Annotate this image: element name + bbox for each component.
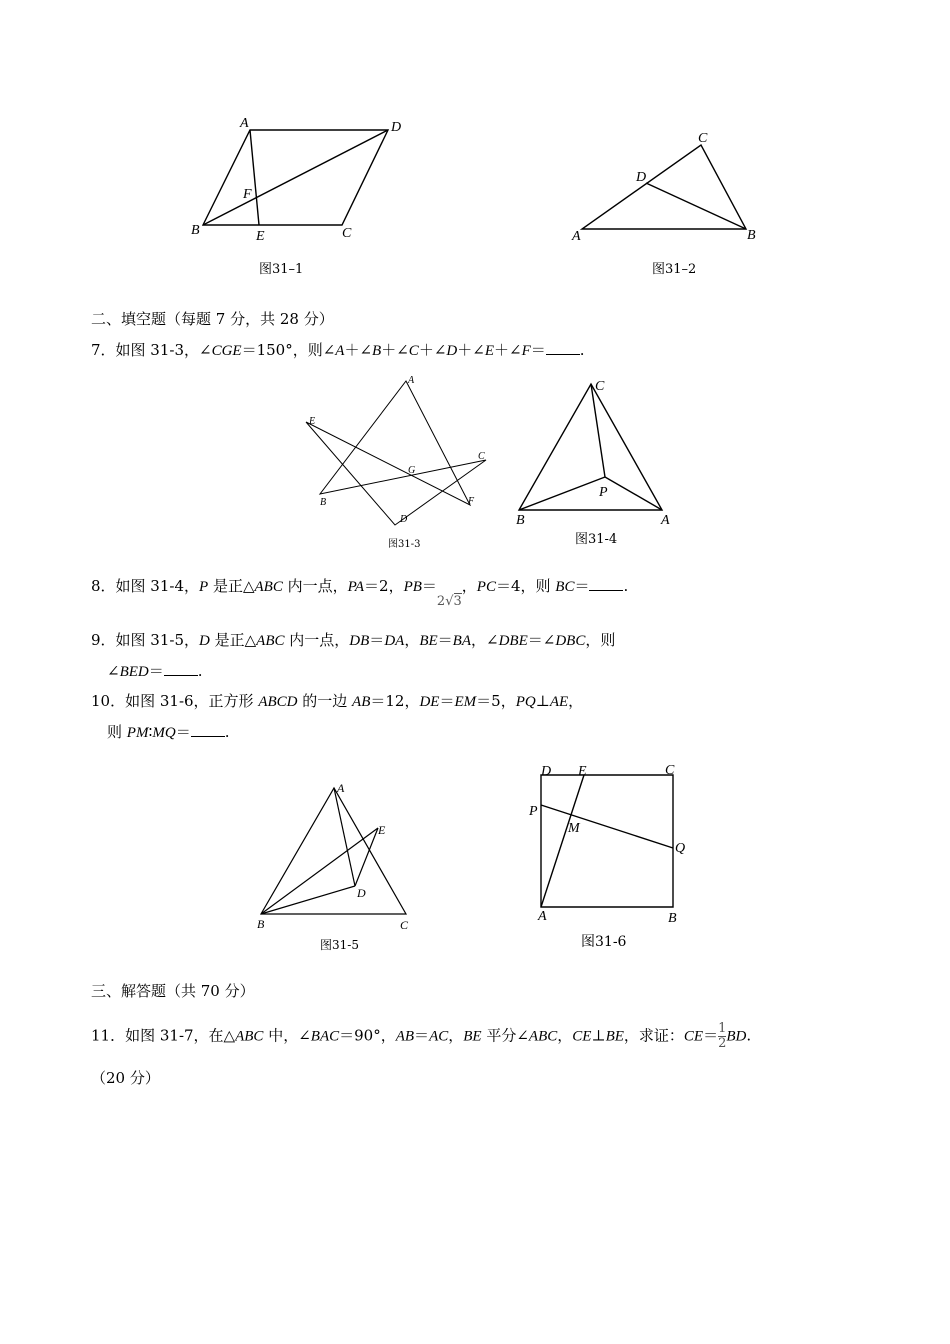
fig31-4-label-a: A (661, 513, 670, 528)
section-2-heading: 二、填空题（每题 7 分，共 28 分） (91, 310, 334, 328)
fig31-1-line-ae (250, 130, 259, 225)
fig31-2-label-d: D (636, 170, 647, 185)
fig31-6-label-q: Q (675, 841, 686, 856)
fig31-4-label-c: C (595, 379, 605, 394)
fig31-6-label-p: P (529, 804, 538, 819)
fig31-3-label-a: A (408, 375, 415, 386)
fig31-2-label-c: C (698, 131, 708, 146)
fig31-2-triangle (582, 145, 746, 229)
fig31-2-label-a: A (572, 229, 581, 244)
fig31-3-label-b: B (320, 497, 327, 508)
fig31-2-label-b: B (747, 228, 756, 243)
fig31-5-label-a: A (337, 781, 345, 795)
q11-fraction: $\frac{1}{2}$ (718, 1021, 727, 1051)
fig31-5-label-c: C (400, 918, 409, 932)
fig31-3-label-e: E (309, 416, 316, 427)
question-11: 11．如图 31-7，在△ABC 中，∠BAC＝90°，AB＝AC，BE 平分∠ABC，CE⊥BE，求证：CE＝ $\frac{1}{2}$ BD. (91, 1021, 752, 1051)
q10-answer-blank[interactable] (191, 722, 225, 737)
fig31-1-label-e: E (256, 229, 265, 244)
caption-31-2: 图31–2 (652, 262, 697, 277)
fig31-4-label-p: P (599, 485, 608, 500)
fig31-3-polyline (306, 381, 486, 525)
fig31-5-label-e: E (378, 823, 386, 837)
caption-31-5: 图31-5 (320, 938, 359, 952)
fig31-1-label-f: F (243, 187, 252, 202)
caption-31-3: 图31-3 (388, 539, 421, 550)
fig31-4-label-b: B (516, 513, 525, 528)
q7-answer-blank[interactable] (546, 340, 580, 355)
fig31-4-line-pc (591, 384, 605, 477)
question-10-line-1: 10．如图 31-6，正方形 ABCD 的一边 AB＝12，DE＝EM＝5，PQ⊥AE， (91, 692, 584, 710)
question-7: 7．如图 31-3，∠CGE＝150°，则∠A＋∠B＋∠C＋∠D＋∠E＋∠F＝ . (91, 341, 585, 359)
fig31-6-label-a: A (538, 909, 547, 924)
fig31-2-line-bd (646, 183, 746, 229)
fig31-5-label-d: D (357, 886, 366, 900)
caption-31-1: 图31–1 (259, 262, 304, 277)
fig31-6-label-b: B (668, 911, 677, 926)
fig31-3-label-c: C (478, 451, 485, 462)
caption-31-6: 图31-6 (581, 934, 627, 950)
fig31-1-line-bd (203, 130, 388, 225)
fig31-6-label-d: D (541, 764, 552, 779)
fig31-6-line-ae (541, 775, 584, 907)
question-9-line-1: 9．如图 31-5，D 是正△ABC 内一点，DB＝DA，BE＝BA，∠DBE＝∠DBC，则 (91, 631, 616, 649)
fig31-4-triangle (519, 384, 662, 510)
fig31-3-label-g: G (408, 465, 416, 476)
fig31-6-line-pq (541, 805, 673, 848)
fig31-5-triangle (261, 788, 406, 914)
fig31-6-label-c: C (665, 763, 675, 778)
caption-31-4: 图31-4 (575, 532, 618, 547)
q9-answer-blank[interactable] (164, 661, 198, 676)
fig31-6-label-e: E (578, 764, 587, 779)
fig31-5-label-b: B (257, 917, 265, 931)
fig31-1-label-c: C (342, 226, 352, 241)
question-10-line-2: 则 PM∶MQ＝ . (107, 723, 230, 741)
fig31-1-label-d: D (391, 120, 402, 135)
fig31-3-label-d: D (400, 514, 408, 525)
q8-answer-blank[interactable] (589, 576, 623, 591)
q8-radical: 2√3 (436, 594, 462, 609)
fig31-6-label-m: M (568, 821, 580, 836)
question-11-points: （20 分） (91, 1069, 160, 1087)
fig31-1-label-b: B (191, 223, 200, 238)
fig31-1-label-a: A (240, 116, 249, 131)
question-9-line-2: ∠BED＝ . (107, 662, 203, 680)
section-3-heading: 三、解答题（共 70 分） (91, 982, 255, 1000)
fig31-5-line-ad (334, 788, 355, 886)
question-8: 8．如图 31-4，P 是正△ABC 内一点，PA＝2，PB＝2√3，PC＝4，则 BC＝ . (91, 577, 629, 609)
fig31-3-label-f: F (468, 496, 475, 507)
fig31-4-line-pb (519, 477, 605, 510)
